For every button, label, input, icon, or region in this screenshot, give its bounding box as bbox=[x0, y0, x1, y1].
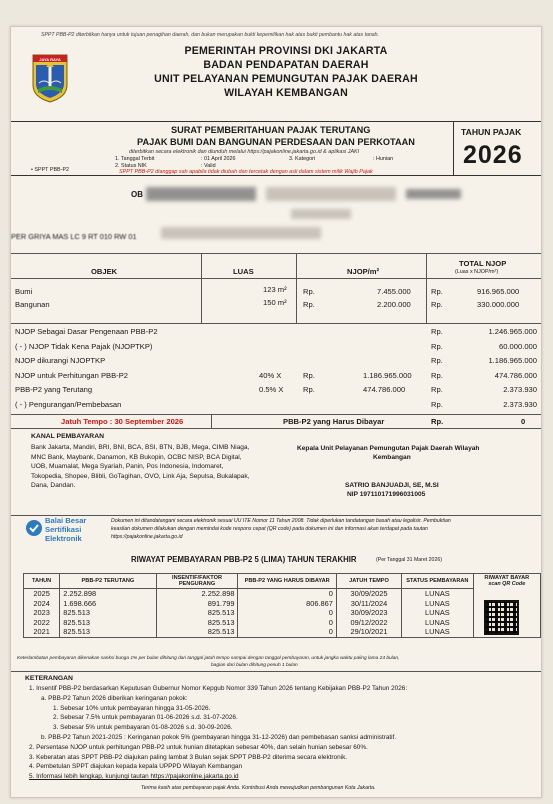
total-bumi: 916.965.000 bbox=[477, 287, 520, 296]
tahun-pajak-label: TAHUN PAJAK bbox=[461, 127, 522, 137]
bsre-l1: Balai Besar bbox=[45, 516, 87, 525]
hist-col-riwayat-label: RIWAYAT BAYAR bbox=[484, 575, 530, 582]
logo-caption: JAYA RAYA bbox=[39, 57, 61, 62]
history-table bbox=[23, 573, 541, 638]
calc-label: NJOP dikurangi NJOPTKP bbox=[15, 356, 106, 365]
history-cell: 0 bbox=[238, 618, 336, 628]
keterangan-line: 1. Insentif PBB-P2 berdasarkan Keputusan Gubernur Nomor Kepgub Nomor 339 Tahun 2026 tentang Kebijakan PBB-P2 Tahun 2026: bbox=[29, 685, 408, 692]
total-bangunan: 330.000.000 bbox=[477, 300, 520, 309]
hist-col-jatuh-tempo: JATUH TEMPO bbox=[336, 574, 401, 589]
closing-note: Terima kasih atas pembayaran pajak Anda. Kontribusi Anda mewujudkan pembangunan Kota Jakarta. bbox=[141, 785, 376, 791]
document-title-block bbox=[11, 121, 541, 176]
pay-value: 0 bbox=[521, 417, 526, 426]
sign-name: SATRIO BANJUADJI, SE, M.SI bbox=[345, 482, 439, 489]
history-footnote-1: Keterlambatan pembayaran dikenakan sanksi bunga 1% per bulan dihitung dari tanggal jatuh tempo sampai dengan tanggal pembayaran, untuk jangka waktu paling lama 24 bulan, bbox=[17, 656, 400, 661]
bsre-note-1: Dokumen ini ditandatangani secara elektronik sesuai UU ITE Nomor 11 Tahun 2008. Tidak diperlukan tandatangan basah atau legalisir. Pembuktian bbox=[111, 518, 451, 524]
status-nik-label: 2. Status NIK bbox=[115, 163, 147, 169]
doc-title-2: PAJAK BUMI DAN BANGUNAN PERDESAAN DAN PERKOTAAN bbox=[137, 137, 415, 147]
keterangan-line: 1. Sebesar 10% untuk pembayaran hingga 31-05-2026. bbox=[53, 704, 211, 712]
divider bbox=[453, 121, 454, 175]
history-cell: 0 bbox=[238, 589, 336, 599]
payment-history-qr-code[interactable] bbox=[484, 600, 519, 635]
col-objek: OBJEK bbox=[91, 267, 118, 276]
rp-label: Rp. bbox=[431, 370, 443, 380]
history-cell: 0 bbox=[238, 608, 336, 618]
history-row bbox=[24, 627, 541, 637]
history-cell: LUNAS bbox=[402, 627, 473, 637]
rp-label: Rp. bbox=[431, 356, 443, 365]
redacted-block bbox=[146, 187, 256, 201]
col-total: TOTAL NJOP bbox=[459, 259, 507, 268]
op-prefix: OB bbox=[131, 190, 143, 199]
rp-label: Rp. bbox=[431, 399, 443, 409]
due-date: Jatuh Tempo : 30 September 2026 bbox=[61, 417, 184, 426]
history-cell: 2.252.898 bbox=[156, 589, 238, 599]
history-cell: 29/10/2021 bbox=[336, 627, 401, 637]
bsre-l3: Elektronik bbox=[45, 534, 82, 543]
hist-col-status: STATUS PEMBAYARAN bbox=[402, 574, 473, 589]
keterangan-line: 2. Sebesar 7.5% untuk pembayaran 01-06-2026 s.d. 31-07-2026. bbox=[53, 714, 238, 722]
history-cell: 2022 bbox=[24, 618, 60, 628]
rp-label: Rp. bbox=[303, 370, 315, 380]
history-cell: 0 bbox=[238, 627, 336, 637]
calc-value: 1.186.965.000 bbox=[488, 356, 537, 365]
history-cell: 2024 bbox=[24, 599, 60, 609]
sign-title-2: Kembangan bbox=[373, 454, 411, 461]
kanal-line: MNC Bank, Maybank, Danamon, KB Bukopin, OCBC NISP, BCA Digital, bbox=[31, 453, 242, 461]
keterangan-line: 3. Sebesar 5% untuk pembayaran 01-08-2026 s.d. 30-09-2026. bbox=[53, 724, 233, 732]
rp-label: Rp. bbox=[303, 385, 315, 394]
history-row bbox=[24, 618, 541, 628]
rp-label: Rp. bbox=[303, 300, 315, 309]
history-row bbox=[24, 599, 541, 609]
bsre-logo-icon bbox=[25, 519, 43, 542]
history-cell: LUNAS bbox=[402, 608, 473, 618]
history-cell: 825.513 bbox=[156, 627, 238, 637]
njop-bangunan: 2.200.000 bbox=[377, 300, 411, 309]
status-nik-value: : Valid bbox=[201, 163, 216, 169]
history-cell: 825.513 bbox=[156, 608, 238, 618]
col-njop: NJOP/m² bbox=[347, 267, 380, 276]
header-line-3: UNIT PELAYANAN PEMUNGUTAN PAJAK DAERAH bbox=[154, 73, 418, 85]
calc-label: ( - ) Pengurangan/Pembebasan bbox=[15, 399, 122, 409]
history-cell: 30/09/2023 bbox=[336, 608, 401, 618]
calc-label: NJOP untuk Perhitungan PBB-P2 bbox=[15, 370, 128, 380]
rp-label: Rp. bbox=[431, 341, 443, 351]
calc-label: NJOP Sebagai Dasar Pengenaan PBB-P2 bbox=[15, 327, 158, 336]
redacted-block bbox=[266, 187, 396, 201]
keterangan-line: 4. Pembetulan SPPT diajukan kepada kepala UPPPD Wilayah Kembangan bbox=[29, 763, 243, 771]
calc-value: 60.000.000 bbox=[498, 341, 537, 351]
redacted-block bbox=[161, 227, 321, 239]
rp-label: Rp. bbox=[431, 417, 444, 426]
history-cell: LUNAS bbox=[402, 599, 473, 609]
rp-label: Rp. bbox=[431, 385, 443, 394]
pay-label: PBB-P2 yang Harus Dibayar bbox=[283, 417, 385, 426]
kategori-value: : Hunian bbox=[373, 156, 394, 162]
kanal-title: KANAL PEMBAYARAN bbox=[31, 433, 105, 440]
keterangan-line: 5. Informasi lebih lengkap, kunjungi tautan https://pajakonline.jakarta.go.id bbox=[29, 773, 239, 781]
calc-label: ( - ) NJOP Tidak Kena Pajak (NJOPTKP) bbox=[15, 341, 153, 351]
hist-col-tahun: TAHUN bbox=[24, 574, 60, 589]
kanal-line: Dana, Dandan. bbox=[31, 482, 76, 490]
calc-base-value: 1.186.965.000 bbox=[363, 370, 412, 380]
tahun-pajak-value: 2026 bbox=[463, 141, 523, 169]
keterangan-line: b. PBB-P2 Tahun 2021-2025 : Keringanan pokok 5% (pembayaran hingga 31-12-2026) dan pembebasan sanksi administratif. bbox=[41, 734, 397, 741]
calc-value: 2.373.930 bbox=[503, 399, 537, 409]
sppt-document bbox=[10, 26, 542, 798]
history-title-note: (Per Tanggal 31 Maret 2026) bbox=[376, 557, 442, 563]
calc-percent: 0.5% X bbox=[259, 385, 284, 394]
hist-col-dibayar: PBB-P2 YANG HARUS DIBAYAR bbox=[238, 574, 336, 589]
history-footnote-2: bagian dari bulan dihitung penuh 1 bulan bbox=[211, 663, 298, 668]
header-line-1: PEMERINTAH PROVINSI DKI JAKARTA bbox=[184, 45, 388, 57]
history-row bbox=[24, 608, 541, 618]
header bbox=[11, 39, 541, 122]
sign-nip: NIP 197110171996031005 bbox=[347, 491, 426, 498]
objek-bangunan: Bangunan bbox=[15, 300, 50, 309]
history-cell: 825.513 bbox=[156, 618, 238, 628]
history-cell: 825.513 bbox=[60, 618, 156, 628]
kanal-line: Tokopedia, Shopee, Blibli, GoTagihan, OVO, Link Aja, Sepulsa, Bukalapak, bbox=[31, 472, 250, 480]
redacted-block bbox=[291, 209, 351, 219]
history-cell: 825.513 bbox=[60, 627, 156, 637]
history-cell: 2021 bbox=[24, 627, 60, 637]
col-total-sub: (Luas x NJOP/m²) bbox=[455, 269, 499, 275]
luas-bangunan: 150 m² bbox=[263, 298, 287, 307]
history-cell: 30/09/2025 bbox=[336, 589, 401, 599]
history-row bbox=[24, 589, 541, 599]
history-cell: 2023 bbox=[24, 608, 60, 618]
keterangan-title: KETERANGAN bbox=[25, 675, 73, 682]
access-note: diterbitkan secara elektronik dan diunduh melalui https://pajakonline.jakarta.go.id & aplikasi JAKI bbox=[129, 149, 360, 155]
hist-col-scan-label: scan QR Code bbox=[488, 581, 526, 588]
doc-title-1: SURAT PEMBERITAHUAN PAJAK TERUTANG bbox=[171, 125, 371, 135]
njop-bumi: 7.455.000 bbox=[377, 287, 411, 296]
bsre-l2: Sertifikasi bbox=[45, 525, 82, 534]
rp-label: Rp. bbox=[431, 287, 443, 296]
history-cell: 2025 bbox=[24, 589, 60, 599]
redacted-block bbox=[406, 189, 461, 199]
header-line-2: BADAN PENDAPATAN DAERAH bbox=[203, 59, 369, 71]
keterangan-line: a. PBB-P2 Tahun 2026 diberikan keringanan pokok: bbox=[41, 694, 188, 702]
tanggal-label: 1. Tanggal Terbit bbox=[115, 156, 155, 162]
kanal-line: Bank Jakarta, Mandiri, BRI, BNI, BCA, BSI, BTN, BJB, Mega, CIMB Niaga, bbox=[31, 444, 250, 451]
history-cell: LUNAS bbox=[402, 618, 473, 628]
dki-jakarta-logo-icon bbox=[30, 53, 70, 101]
calc-label: PBB-P2 yang Terutang bbox=[15, 385, 93, 394]
history-cell: 891.799 bbox=[156, 599, 238, 609]
calc-percent: 40% X bbox=[259, 370, 282, 380]
history-cell: 2.252.898 bbox=[60, 589, 156, 599]
rp-label: Rp. bbox=[431, 300, 443, 309]
calc-value: 474.786.000 bbox=[494, 370, 537, 380]
bsre-note-3: https://pajakonline.jakarta.go.id bbox=[111, 534, 183, 540]
top-note: SPPT PBB-P2 diterbitkan hanya untuk tujuan penagihan daerah, dan bukan merupakan bukti kepemilikan hak atas bukti pembantu hak atas tanah. bbox=[41, 32, 379, 38]
sign-title-1: Kepala Unit Pelayanan Pemungutan Pajak Daerah Wilayah bbox=[297, 445, 480, 452]
history-cell: 825.513 bbox=[60, 608, 156, 618]
objek-bumi: Bumi bbox=[15, 287, 33, 296]
history-cell: 30/11/2024 bbox=[336, 599, 401, 609]
history-cell: 806.867 bbox=[238, 599, 336, 609]
col-luas: LUAS bbox=[233, 267, 254, 276]
kategori-label: 3. Kategori bbox=[289, 156, 316, 162]
calc-value: 1.246.965.000 bbox=[488, 327, 537, 336]
rp-label: Rp. bbox=[303, 287, 315, 296]
header-line-4: WILAYAH KEMBANGAN bbox=[224, 87, 348, 99]
hist-col-terutang: PBB-P2 TERUTANG bbox=[60, 574, 156, 589]
history-cell: LUNAS bbox=[402, 589, 473, 599]
warning-note: SPPT PBB-P2 dianggap sah apabila tidak diubah dan tercetak dengan asli dalam sistem milik Wajib Pajak bbox=[119, 169, 373, 175]
kanal-line: UOB, Muamalat, Mega Syariah, Panin, Pos Indonesia, Indomaret, bbox=[31, 463, 224, 471]
hist-col-insentif: INSENTIF/FAKTOR PENGURANG bbox=[156, 574, 238, 589]
hist-col-riwayat bbox=[473, 574, 540, 589]
keterangan-line: 2. Persentase NJOP untuk perhitungan PBB-P2 untuk hunian ditetapkan sebesar 40%, dan selain hunian sebesar 60%. bbox=[29, 743, 368, 751]
sppt-label: • SPPT PBB-P2 bbox=[31, 167, 70, 173]
history-title: RIWAYAT PEMBAYARAN PBB-P2 5 (LIMA) TAHUN TERAKHIR bbox=[131, 555, 357, 564]
op-address: PER GRIYA MAS LC 9 RT 010 RW 01 bbox=[11, 232, 137, 241]
history-qr-cell bbox=[473, 589, 540, 599]
calc-base-value: 474.786.000 bbox=[363, 385, 406, 394]
history-cell: 1.698.666 bbox=[60, 599, 156, 609]
history-cell: 09/12/2022 bbox=[336, 618, 401, 628]
tanggal-value: : 01 April 2026 bbox=[201, 156, 236, 162]
bsre-note-2: keaslian dokumen dilakukan dengan memindai kode respons cepat (QR code) pada dokumen ini dan informasi akan terdapat pada tautan bbox=[111, 526, 428, 532]
rp-label: Rp. bbox=[431, 327, 443, 336]
keterangan-line: 3. Keberatan atas SPPT PBB-P2 diajukan paling lambat 3 Bulan sejak SPPT PBB-P2 diterima secara elektronik. bbox=[29, 753, 348, 761]
luas-bumi: 123 m² bbox=[263, 285, 287, 294]
calc-value: 2.373.930 bbox=[503, 385, 537, 394]
